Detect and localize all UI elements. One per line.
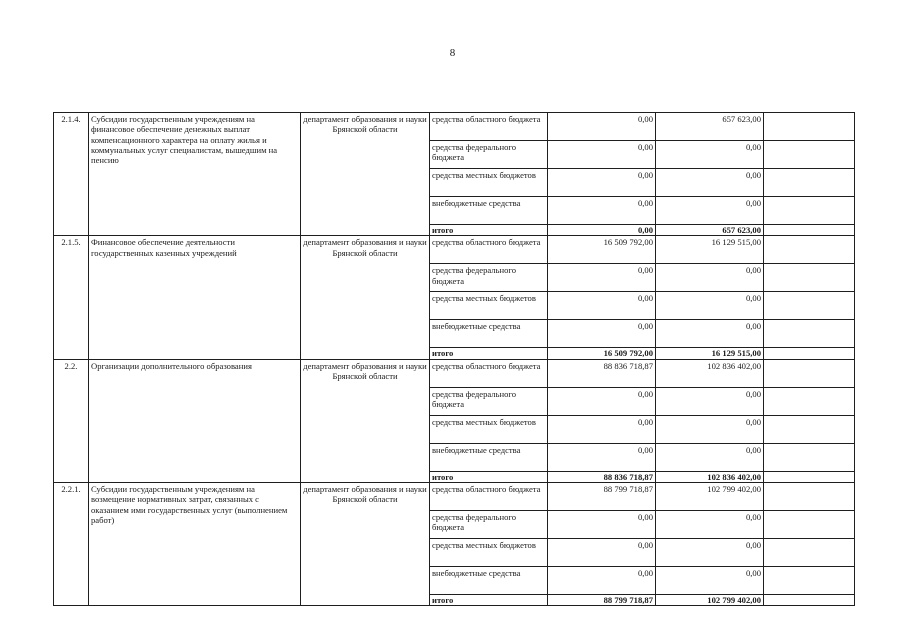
- value-cell-2: 657 623,00: [656, 113, 764, 141]
- total-label: итого: [430, 225, 548, 236]
- total-value-1: 88 799 718,87: [548, 594, 656, 605]
- value-cell-1: 16 509 792,00: [548, 236, 656, 264]
- value-cell-2: 0,00: [656, 415, 764, 443]
- measure-name: Субсидии государственным учреждениям на возмещение нормативных затрат, связанных с оказанием ими государственных услуг (выполнением работ): [89, 482, 301, 605]
- value-cell-1: 0,00: [548, 320, 656, 348]
- budget-table: [53, 112, 855, 606]
- page-number: 8: [449, 47, 456, 59]
- funding-source: внебюджетные средства: [430, 566, 548, 594]
- total-value-1: 16 509 792,00: [548, 348, 656, 359]
- value-cell-2: 102 836 402,00: [656, 359, 764, 387]
- empty-cell: [764, 320, 855, 348]
- total-value-1: 0,00: [548, 225, 656, 236]
- empty-cell: [764, 566, 855, 594]
- empty-cell: [764, 471, 855, 482]
- row-number: 2.1.5.: [54, 236, 89, 359]
- table-row: [54, 236, 855, 264]
- measure-name: Субсидии государственным учреждениям на финансовое обеспечение денежных выплат компенсационного характера на оплату жилья и коммунальных услуг специалистам, вышедшим на пенсию: [89, 113, 301, 236]
- funding-source: средства областного бюджета: [430, 482, 548, 510]
- value-cell-1: 88 799 718,87: [548, 482, 656, 510]
- value-cell-2: 0,00: [656, 510, 764, 538]
- value-cell-2: 0,00: [656, 387, 764, 415]
- funding-source: средства областного бюджета: [430, 359, 548, 387]
- value-cell-2: 0,00: [656, 141, 764, 169]
- value-cell-1: 0,00: [548, 443, 656, 471]
- funding-source: средства местных бюджетов: [430, 538, 548, 566]
- funding-source: средства местных бюджетов: [430, 292, 548, 320]
- empty-cell: [764, 348, 855, 359]
- funding-source: внебюджетные средства: [430, 320, 548, 348]
- table-row: [54, 113, 855, 141]
- empty-cell: [764, 359, 855, 387]
- row-number: 2.2.: [54, 359, 89, 482]
- empty-cell: [764, 443, 855, 471]
- value-cell-1: 0,00: [548, 538, 656, 566]
- value-cell-2: 0,00: [656, 443, 764, 471]
- total-value-2: 657 623,00: [656, 225, 764, 236]
- row-number: 2.2.1.: [54, 482, 89, 605]
- funding-source: средства областного бюджета: [430, 236, 548, 264]
- value-cell-2: 16 129 515,00: [656, 236, 764, 264]
- executor-name: департамент образования и науки Брянской области: [301, 359, 430, 482]
- measure-name: Организации дополнительного образования: [89, 359, 301, 482]
- value-cell-2: 0,00: [656, 264, 764, 292]
- total-label: итого: [430, 594, 548, 605]
- value-cell-2: 0,00: [656, 197, 764, 225]
- empty-cell: [764, 594, 855, 605]
- empty-cell: [764, 482, 855, 510]
- funding-source: средства федерального бюджета: [430, 510, 548, 538]
- value-cell-1: 0,00: [548, 141, 656, 169]
- funding-source: средства местных бюджетов: [430, 169, 548, 197]
- value-cell-2: 0,00: [656, 320, 764, 348]
- empty-cell: [764, 510, 855, 538]
- funding-source: внебюджетные средства: [430, 443, 548, 471]
- empty-cell: [764, 538, 855, 566]
- value-cell-2: 0,00: [656, 566, 764, 594]
- executor-name: департамент образования и науки Брянской области: [301, 236, 430, 359]
- measure-name: Финансовое обеспечение деятельности государственных казенных учреждений: [89, 236, 301, 359]
- empty-cell: [764, 113, 855, 141]
- funding-source: внебюджетные средства: [430, 197, 548, 225]
- empty-cell: [764, 197, 855, 225]
- table-row: [54, 482, 855, 510]
- total-label: итого: [430, 471, 548, 482]
- funding-source: средства федерального бюджета: [430, 387, 548, 415]
- empty-cell: [764, 141, 855, 169]
- value-cell-1: 0,00: [548, 264, 656, 292]
- table-row: [54, 359, 855, 387]
- total-value-2: 16 129 515,00: [656, 348, 764, 359]
- empty-cell: [764, 264, 855, 292]
- value-cell-1: 0,00: [548, 169, 656, 197]
- value-cell-2: 0,00: [656, 538, 764, 566]
- value-cell-1: 0,00: [548, 415, 656, 443]
- empty-cell: [764, 415, 855, 443]
- value-cell-1: 0,00: [548, 510, 656, 538]
- total-value-2: 102 836 402,00: [656, 471, 764, 482]
- empty-cell: [764, 236, 855, 264]
- empty-cell: [764, 387, 855, 415]
- empty-cell: [764, 292, 855, 320]
- empty-cell: [764, 225, 855, 236]
- value-cell-1: 0,00: [548, 113, 656, 141]
- value-cell-1: 0,00: [548, 292, 656, 320]
- total-value-2: 102 799 402,00: [656, 594, 764, 605]
- value-cell-1: 88 836 718,87: [548, 359, 656, 387]
- value-cell-2: 102 799 402,00: [656, 482, 764, 510]
- value-cell-2: 0,00: [656, 292, 764, 320]
- empty-cell: [764, 169, 855, 197]
- value-cell-1: 0,00: [548, 387, 656, 415]
- value-cell-1: 0,00: [548, 197, 656, 225]
- funding-source: средства федерального бюджета: [430, 264, 548, 292]
- funding-source: средства федерального бюджета: [430, 141, 548, 169]
- value-cell-1: 0,00: [548, 566, 656, 594]
- funding-source: средства областного бюджета: [430, 113, 548, 141]
- total-label: итого: [430, 348, 548, 359]
- row-number: 2.1.4.: [54, 113, 89, 236]
- executor-name: департамент образования и науки Брянской области: [301, 113, 430, 236]
- funding-source: средства местных бюджетов: [430, 415, 548, 443]
- executor-name: департамент образования и науки Брянской области: [301, 482, 430, 605]
- total-value-1: 88 836 718,87: [548, 471, 656, 482]
- value-cell-2: 0,00: [656, 169, 764, 197]
